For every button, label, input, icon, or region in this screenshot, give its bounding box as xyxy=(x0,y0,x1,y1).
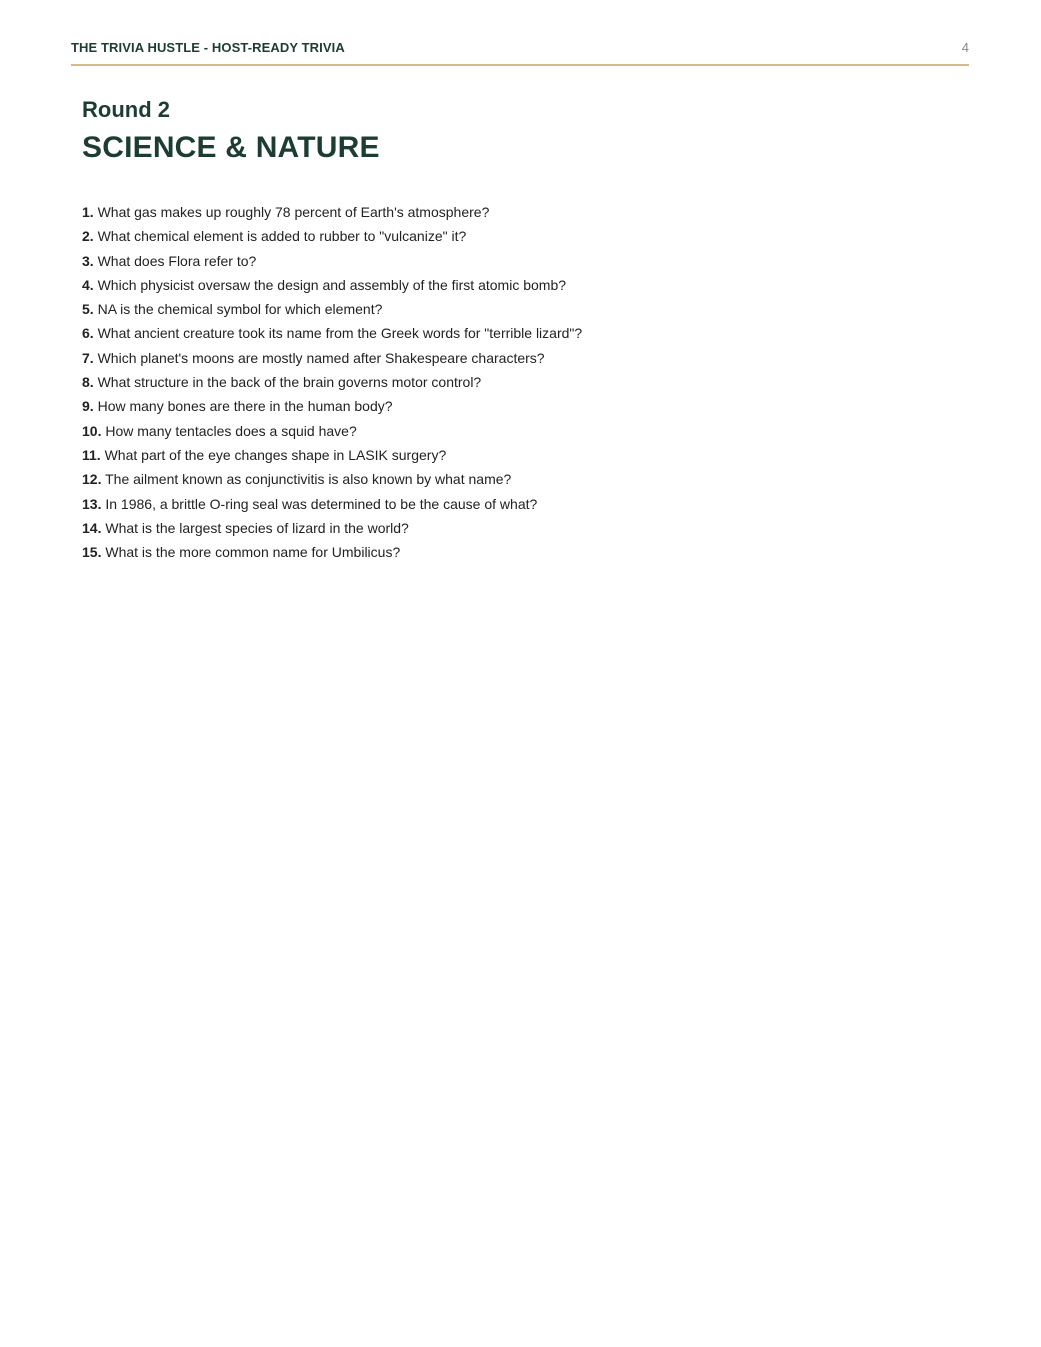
question-number: 12. xyxy=(82,471,102,488)
question-list xyxy=(82,202,582,566)
question-text: The ailment known as conjunctivitis is also known by what name? xyxy=(105,471,512,488)
question-number: 15. xyxy=(82,544,102,561)
question-item xyxy=(82,348,582,372)
question-item xyxy=(82,542,582,566)
question-text: What is the largest species of lizard in the world? xyxy=(105,519,409,536)
question-number: 7. xyxy=(82,349,94,366)
question-item xyxy=(82,251,582,275)
question-number: 2. xyxy=(82,228,94,245)
question-text: What is the more common name for Umbilicus? xyxy=(105,544,401,561)
question-number: 9. xyxy=(82,398,94,415)
question-item xyxy=(82,372,582,396)
question-item xyxy=(82,445,582,469)
question-text: What gas makes up roughly 78 percent of Earth's atmosphere? xyxy=(97,204,490,220)
question-text: What ancient creature took its name from the Greek words for "terrible lizard"? xyxy=(97,325,583,342)
question-item xyxy=(82,226,582,250)
question-text: Which planet's moons are mostly named after Shakespeare characters? xyxy=(97,349,545,366)
question-item xyxy=(82,421,582,445)
question-item xyxy=(82,323,582,347)
question-text: In 1986, a brittle O-ring seal was determined to be the cause of what? xyxy=(105,495,538,512)
question-number: 8. xyxy=(82,374,94,391)
round-label: Round 2 xyxy=(82,97,170,122)
header-title: THE TRIVIA HUSTLE - HOST-READY TRIVIA xyxy=(71,40,345,55)
question-text: Which physicist oversaw the design and assembly of the first atomic bomb? xyxy=(97,276,567,293)
question-number: 3. xyxy=(82,252,94,269)
page-header xyxy=(71,38,969,66)
question-item xyxy=(82,469,582,493)
question-text: NA is the chemical symbol for which element? xyxy=(97,301,383,318)
question-item xyxy=(82,202,582,226)
question-text: What structure in the back of the brain governs motor control? xyxy=(97,374,482,391)
question-number: 4. xyxy=(82,276,94,293)
question-number: 1. xyxy=(82,204,94,220)
question-item xyxy=(82,299,582,323)
question-text: What chemical element is added to rubber to "vulcanize" it? xyxy=(97,228,467,245)
question-item xyxy=(82,494,582,518)
question-text: What part of the eye changes shape in LASIK surgery? xyxy=(104,446,447,463)
question-text: How many tentacles does a squid have? xyxy=(105,422,357,439)
question-text: How many bones are there in the human body? xyxy=(97,398,393,415)
question-number: 6. xyxy=(82,325,94,342)
question-number: 10. xyxy=(82,422,102,439)
question-number: 13. xyxy=(82,495,102,512)
question-item xyxy=(82,518,582,542)
question-text: What does Flora refer to? xyxy=(97,252,257,269)
question-item xyxy=(82,275,582,299)
page-number: 4 xyxy=(961,40,969,55)
question-number: 5. xyxy=(82,301,94,318)
question-number: 11. xyxy=(82,446,101,463)
question-item xyxy=(82,396,582,420)
round-title: SCIENCE & NATURE xyxy=(82,131,380,164)
question-number: 14. xyxy=(82,519,102,536)
